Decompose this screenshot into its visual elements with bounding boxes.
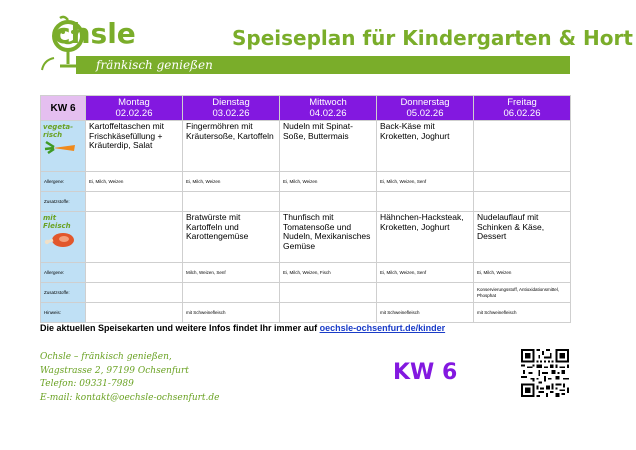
zusatz-cell	[280, 283, 377, 303]
menu-table	[40, 95, 571, 323]
hinweis-cell	[86, 303, 183, 323]
table-row	[41, 121, 571, 172]
zusatz-cell	[280, 192, 377, 212]
carrot-icon	[43, 139, 77, 155]
contact-phone: Telefon: 09331-7989	[40, 379, 134, 389]
zusatz-cell	[183, 283, 280, 303]
meal-cell: Bratwürste mit Kartoffeln und Karottengemüse	[183, 212, 280, 263]
category-vegetarisch: vegeta-risch	[41, 121, 86, 172]
day-header-monday: Montag 02.02.26	[86, 96, 183, 121]
allergene-cell	[474, 172, 571, 192]
zusatz-cell	[377, 283, 474, 303]
allergene-cell: Ei, Milch, Weizen	[280, 172, 377, 192]
contact-email[interactable]: E-mail: kontakt@oechsle-ochsenfurt.de	[40, 392, 220, 403]
row-label-zusatzstoffe: Zusatzstoffe:	[41, 192, 86, 212]
table-row	[41, 303, 571, 323]
table-row	[41, 283, 571, 303]
meal-cell: Nudeln mit Spinat-Soße, Buttermais	[280, 121, 377, 172]
allergene-cell	[86, 263, 183, 283]
row-label-allergene: Allergene:	[41, 263, 86, 283]
zusatz-cell: Konservierungsstoff, Antioxidationsmittel, Phosphat	[474, 283, 571, 303]
info-text: Die aktuellen Speisekarten und weitere Infos findet Ihr immer auf	[40, 323, 320, 333]
contact-name: Ochsle – fränkisch genießen,	[40, 352, 172, 362]
meal-cell	[86, 212, 183, 263]
website-link[interactable]: oechsle-ochsenfurt.de/kinder	[319, 323, 446, 333]
category-fleisch: mit Fleisch	[41, 212, 86, 263]
info-line	[40, 323, 445, 333]
row-label-zusatzstoffe: Zusatzstoffe:	[41, 283, 86, 303]
hinweis-cell: mit Schweinefleisch	[183, 303, 280, 323]
qr-code-icon[interactable]	[521, 349, 569, 397]
day-header-wednesday: Mittwoch 04.02.26	[280, 96, 377, 121]
allergene-cell: Ei, Milch, Weizen, Senf	[377, 172, 474, 192]
table-row	[41, 172, 571, 192]
meal-cell: Thunfisch mit Tomatensoße und Nudeln, Mexikanisches Gemüse	[280, 212, 377, 263]
meal-cell: Hähnchen-Hacksteak, Kroketten, Joghurt	[377, 212, 474, 263]
hinweis-cell: mit Schweinefleisch	[474, 303, 571, 323]
meal-cell	[474, 121, 571, 172]
ham-icon	[43, 230, 77, 248]
zusatz-cell	[86, 283, 183, 303]
zusatz-cell	[183, 192, 280, 212]
allergene-cell: Ei, Milch, Weizen	[86, 172, 183, 192]
contact-street: Wagstrasse 2, 97199 Ochsenfurt	[40, 365, 189, 376]
row-label-allergene: Allergene:	[41, 172, 86, 192]
day-header-thursday: Donnerstag 05.02.26	[377, 96, 474, 121]
table-row	[41, 212, 571, 263]
meal-cell: Kartoffeltaschen mit Frischkäsefüllung + Kräuterdip, Salat	[86, 121, 183, 172]
allergene-cell: Ei, Milch, Weizen, Senf	[377, 263, 474, 283]
table-row	[41, 263, 571, 283]
day-header-friday: Freitag 06.02.26	[474, 96, 571, 121]
allergene-cell: Ei, Milch, Weizen	[474, 263, 571, 283]
zusatz-cell	[474, 192, 571, 212]
table-header-row	[41, 96, 571, 121]
meal-cell: Nudelauflauf mit Schinken & Käse, Dessert	[474, 212, 571, 263]
hinweis-cell: mit Schweinefleisch	[377, 303, 474, 323]
table-row	[41, 192, 571, 212]
hinweis-cell	[280, 303, 377, 323]
logo-tagline: fränkisch genießen	[96, 58, 213, 72]
page-title: Speiseplan für Kindergarten & Hort	[232, 26, 633, 50]
week-label: KW 6	[41, 96, 86, 121]
logo-wordmark: chsle	[54, 17, 136, 50]
allergene-cell: Milch, Weizen, Senf	[183, 263, 280, 283]
contact-block	[40, 351, 220, 405]
zusatz-cell	[86, 192, 183, 212]
zusatz-cell	[377, 192, 474, 212]
meal-cell: Back-Käse mit Kroketten, Joghurt	[377, 121, 474, 172]
meal-cell: Fingermöhren mit Kräutersoße, Kartoffeln	[183, 121, 280, 172]
allergene-cell: Ei, Milch, Weizen	[183, 172, 280, 192]
day-header-tuesday: Dienstag 03.02.26	[183, 96, 280, 121]
allergene-cell: Ei, Milch, Weizen, Fisch	[280, 263, 377, 283]
week-big-label: KW 6	[393, 360, 458, 385]
row-label-hinweis: Hinweis:	[41, 303, 86, 323]
